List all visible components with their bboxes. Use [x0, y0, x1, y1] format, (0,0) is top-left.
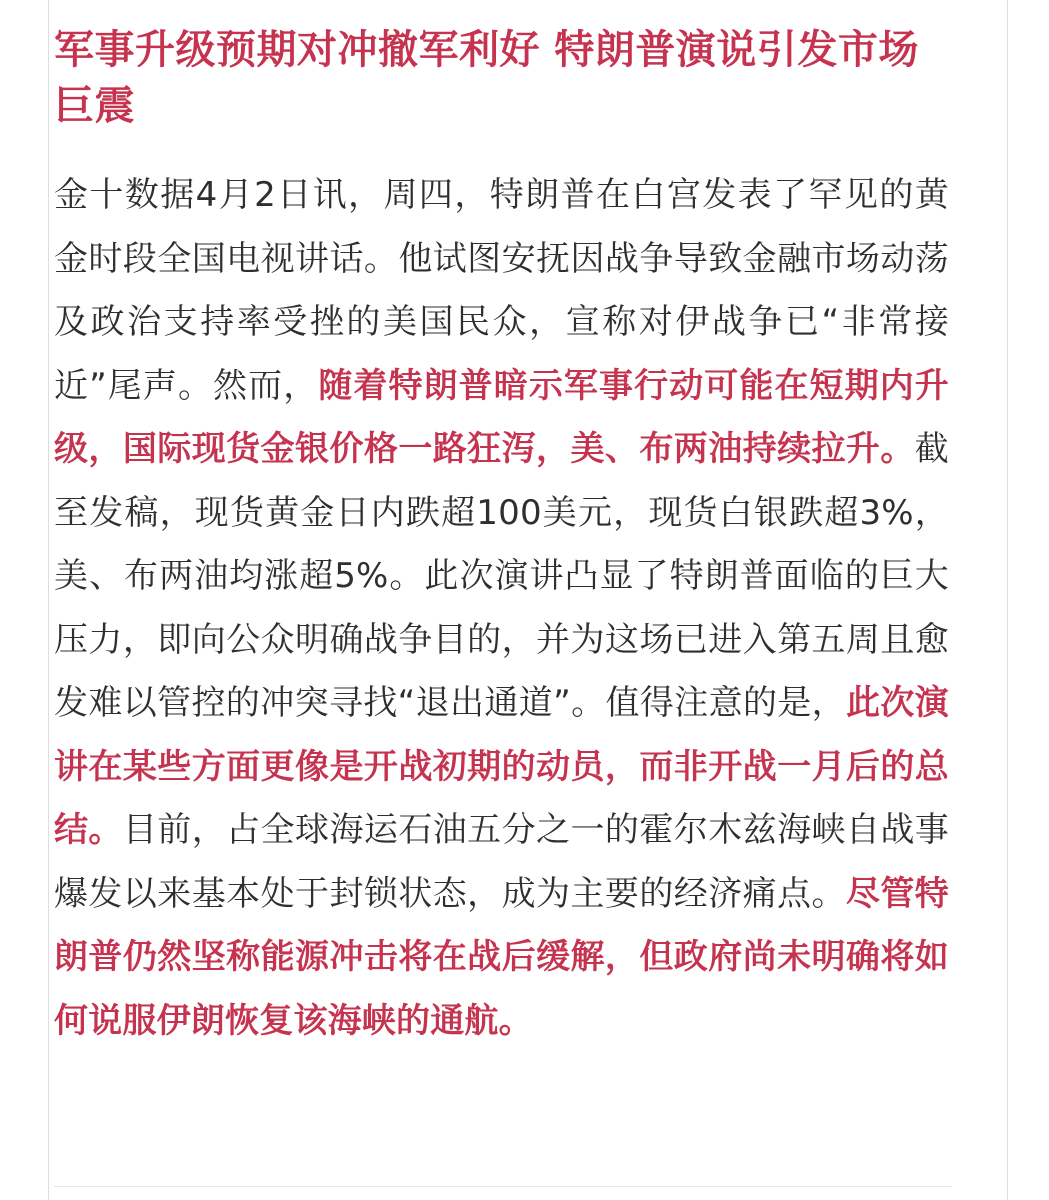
body-text-segment: 金十数据4月2日讯，周四，特朗普在白宫发表了罕见的黄金时段全国电视讲话。他试图安抚因战争导致金融市场动荡及政治支持率受挫的美国民众，宣称对伊战争已“非常接近”尾声。然而， [54, 175, 949, 406]
bottom-divider [54, 1186, 952, 1187]
body-highlight-segment: 此次演讲在某些方面更像是开战初期的动员，而非开战一月后的总结。 [54, 683, 949, 850]
body-highlight-segment: 尽管特朗普仍然坚称能源冲击将在战后缓解，但政府尚未明确将如何说服伊朗恢复该海峡的通航。 [54, 873, 949, 1041]
article-content [54, 22, 949, 1053]
article-title: 军事升级预期对冲撤军利好 特朗普演说引发市场巨震 [54, 26, 919, 129]
body-text-segment: 截至发稿，现货黄金日内跌超100美元，现货白银跌超3%，美、布两油均涨超5%。此次演讲凸显了特朗普面临的巨大压力，即向公众明确战争目的，并为这场已进入第五周且愈发难以管控的冲突寻找“退出通道”。值得注意的是， [54, 429, 949, 723]
article-body [54, 164, 949, 1053]
body-text-segment: 目前，占全球海运石油五分之一的霍尔木兹海峡自战事爆发以来基本处于封锁状态，成为主要的经济痛点。 [54, 810, 949, 914]
body-highlight-segment: 随着特朗普暗示军事行动可能在短期内升级，国际现货金银价格一路狂泻，美、布两油持续拉升。 [54, 365, 949, 469]
